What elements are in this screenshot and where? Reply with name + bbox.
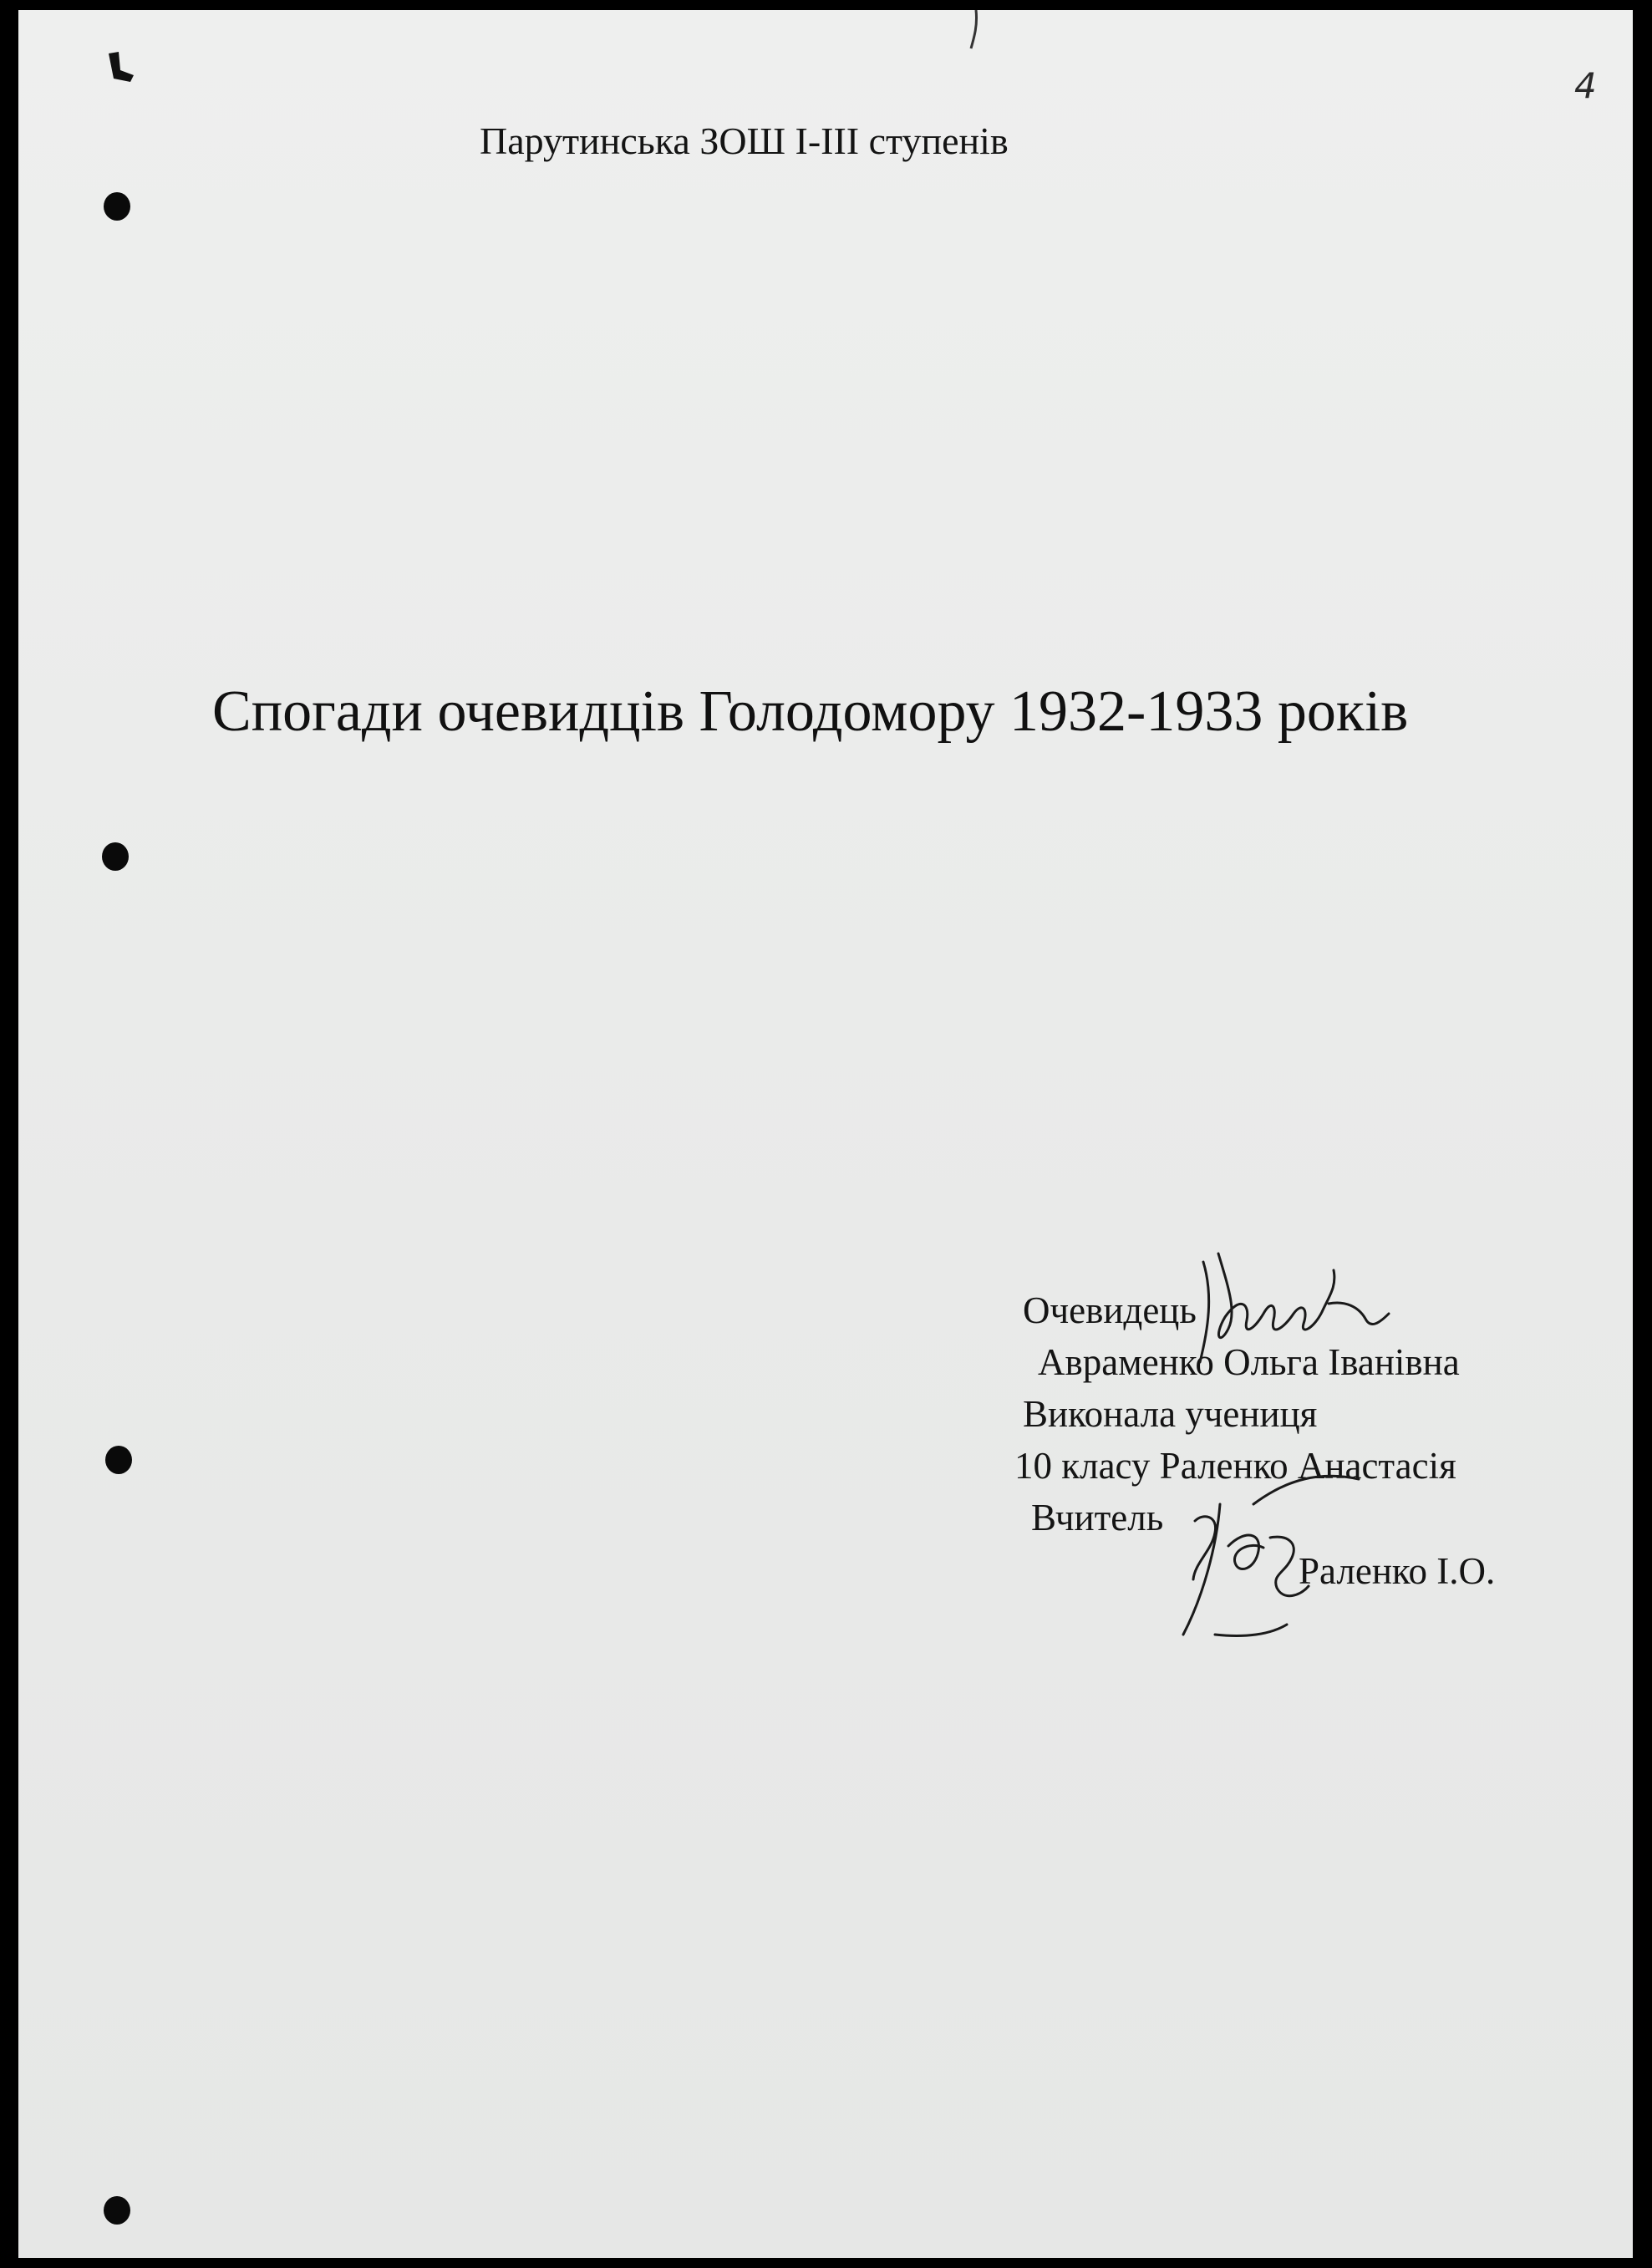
page-number: 4 bbox=[1574, 65, 1597, 106]
punch-hole bbox=[102, 842, 129, 871]
student-info: 10 класу Раленко Анастасія bbox=[1014, 1445, 1456, 1487]
punch-hole bbox=[104, 2196, 130, 2225]
performed-by-label: Виконала учениця bbox=[1023, 1393, 1318, 1435]
punch-hole bbox=[104, 192, 130, 221]
document-title: Спогади очевидців Голодомору 1932-1933 років bbox=[212, 679, 1409, 744]
teacher-label: Вчитель bbox=[1031, 1497, 1164, 1538]
school-name: Парутинська ЗОШ І-ІІІ ступенів bbox=[480, 120, 1009, 162]
top-pen-mark bbox=[964, 10, 989, 52]
witness-label: Очевидець bbox=[1023, 1289, 1197, 1331]
signature-block bbox=[1004, 1280, 1539, 1681]
teacher-name: Раленко І.О. bbox=[1299, 1550, 1496, 1592]
paper-sheet bbox=[18, 10, 1633, 2258]
corner-ink-mark bbox=[105, 50, 135, 84]
punch-hole bbox=[105, 1446, 132, 1474]
witness-name: Авраменко Ольга Іванівна bbox=[1038, 1341, 1460, 1383]
